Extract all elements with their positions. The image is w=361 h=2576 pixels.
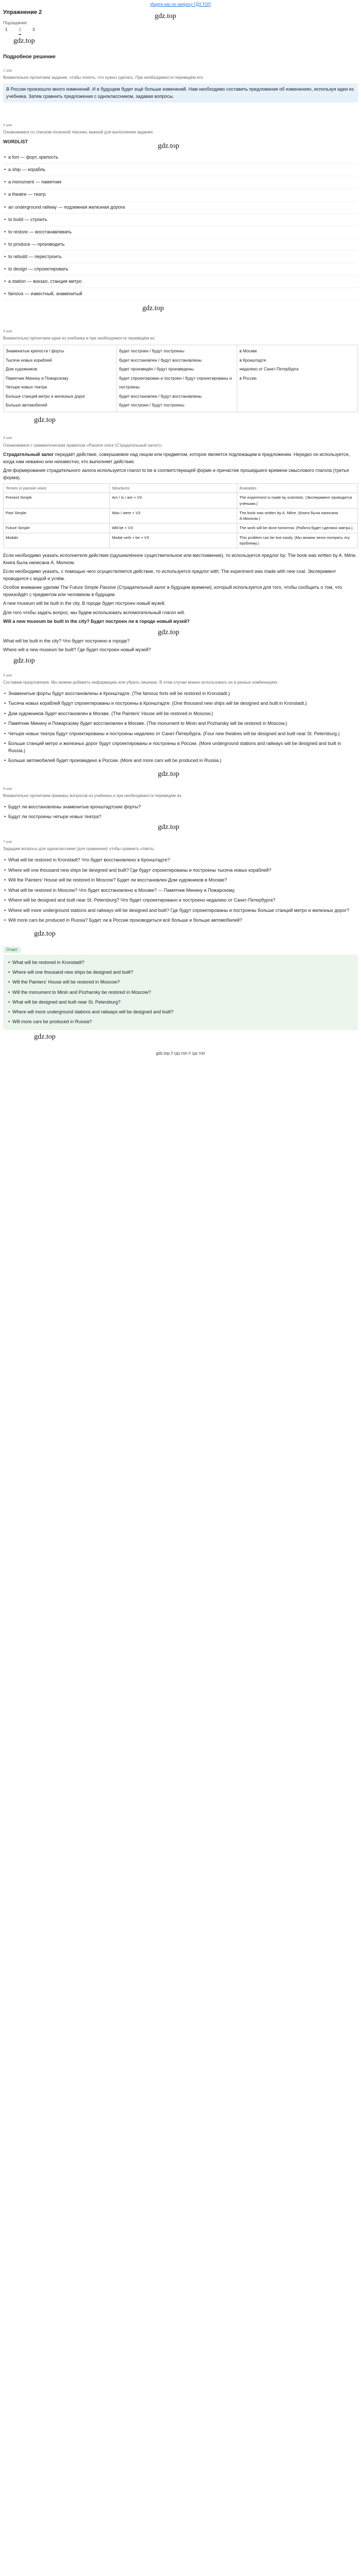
step-label: 1 шаг bbox=[3, 69, 12, 73]
table-cell: будет произведён / будут произведены bbox=[119, 367, 194, 372]
exercise-title: Упражнение 2 bbox=[3, 9, 42, 15]
table-cell: Modals bbox=[4, 533, 110, 548]
table-cell: Future Simple bbox=[4, 523, 110, 533]
table-cell: Am / is / are + V3 bbox=[110, 493, 237, 509]
table-row bbox=[4, 523, 358, 533]
column-header: Examples bbox=[237, 484, 358, 493]
list-item: • What will be restored in Kronstadt? Что будет восстановлено в Кронштадте? bbox=[3, 855, 358, 866]
table-cell: The book was written by A. Milne. (Книга была написана А.Милном.) bbox=[237, 508, 358, 523]
paragraph: A new museum will be built in the city. В городе будет построен новый музей. bbox=[3, 601, 166, 606]
answer-box bbox=[3, 955, 358, 1029]
ideas-col-subjects bbox=[4, 345, 117, 412]
column-header: Tenses in passive voice bbox=[4, 484, 110, 493]
table-row bbox=[4, 533, 358, 548]
table-cell: будет построен / будут построены bbox=[119, 348, 185, 353]
list-item: • What will be restored in Kronstadt? bbox=[7, 958, 354, 968]
list-item: • a fort — форт, крепость bbox=[3, 151, 358, 164]
list-item: • Будут ли восстановлены знаменитые кронштадтские форты? bbox=[3, 802, 358, 812]
grammar-table bbox=[3, 483, 358, 548]
table-header bbox=[4, 484, 358, 493]
watermark: gdz.top bbox=[158, 628, 179, 636]
sentences-list bbox=[3, 689, 358, 766]
list-item: • Will more cars be produced in Russia? bbox=[7, 1017, 354, 1027]
examples-list bbox=[3, 802, 358, 822]
table-cell: Больше станций метро и железных дорог bbox=[6, 394, 86, 399]
watermark: gdz.top bbox=[158, 142, 179, 150]
paragraph: Если необходимо указать исполнителя действия (одушевлённое существительное или местоимение), то используется предлог by: The book was written by A. Milne. Книга была написана А. Милном. bbox=[3, 553, 357, 565]
questions-list bbox=[3, 855, 358, 926]
table-cell: в Кронштадте bbox=[239, 358, 266, 363]
top-search-link[interactable]: Ищете нас по запросу ГДЗ ТОП bbox=[150, 2, 211, 7]
table-cell: Present Simple bbox=[4, 493, 110, 509]
list-item: • Will the monument to Minin and Pozharsky be restored in Moscow? bbox=[7, 988, 354, 997]
list-item: • What will be designed and built near St. Petersburg? bbox=[7, 997, 354, 1007]
table-cell: This problem can be lost easily. (Мы можем легко потерять эту проблему.) bbox=[237, 533, 358, 548]
table-cell: Четыре новых театра bbox=[6, 385, 47, 390]
list-item: • a monument — памятник bbox=[3, 176, 358, 189]
watermark: gdz.top bbox=[13, 37, 35, 45]
list-item: • Тысяча новых кораблей будут спроектированы и построены в Кронштадте. (One thousand new ships will be designed and built in Kronstadt.) bbox=[3, 699, 358, 709]
watermark: gdz.top bbox=[34, 416, 56, 425]
table-cell: недалеко от Санкт-Петербурга bbox=[239, 367, 299, 372]
table-row bbox=[4, 493, 358, 509]
watermark: gdz.top bbox=[155, 12, 176, 20]
list-item: • Знаменитые форты будут восстановлены в Кронштадте. (The famous forts will be restored in Kronstadt.) bbox=[3, 689, 358, 699]
list-item: • Будут ли построены четыре новых театра? bbox=[3, 812, 358, 822]
list-item: • Четыре новых театра будут спроектированы и построены недалеко от Санкт-Петербурга. (Four new theatres will be designed and built near St. Petersburg.) bbox=[3, 729, 358, 739]
watermark: gdz.top bbox=[34, 1032, 56, 1041]
subtasks-label: Подзадания: bbox=[3, 20, 28, 25]
list-item: • What will be restored in Moscow? Что будет восстановлено в Москве? — Памятник Минину и Пожарскому. bbox=[3, 886, 358, 896]
paragraph: Особое внимание уделим The Future Simple Passive (Страдательный залог в будущем времени), который используется для того, чтобы сообщить о том, что произойдёт с предметом или человеком в будущем. bbox=[3, 585, 342, 597]
table-cell: будет построен / будут построены bbox=[119, 403, 185, 408]
table-cell: будет восстановлен / будут восстановлены bbox=[119, 394, 202, 399]
ideas-col-places bbox=[237, 345, 358, 412]
list-item: • Where will more underground stations and railways will be designed and built? Где будут спроектированы и построены больше станций метро и железных дорог? bbox=[3, 906, 358, 916]
wordlist-title: WORDLIST bbox=[3, 139, 28, 144]
watermark: gdz.top bbox=[158, 770, 179, 778]
table-cell: в России bbox=[239, 376, 257, 381]
column-header: Structures bbox=[110, 484, 237, 493]
table-cell: в Москве bbox=[239, 348, 257, 353]
table-cell: Will be + V3 bbox=[110, 523, 237, 533]
paragraph: Для того чтобы задать вопрос, мы будем использовать вспомогательный глагол will. bbox=[3, 609, 185, 615]
table-cell: The work will be done tomorrow. (Работа будет сделана завтра.) bbox=[237, 523, 358, 533]
watermark: gdz.top bbox=[13, 656, 35, 665]
task-translation bbox=[3, 83, 358, 103]
paragraph: Where will a new museum be built? Где будет построен новый музей? bbox=[3, 647, 151, 653]
term: Страдательный залог bbox=[3, 452, 54, 457]
paragraph: В России произошло много изменений. И в будущем будет ещё больше изменений. Нам необходимо составить предложения об изменениях, используя идеи из учебника. Затем сравнить предложения с одноклассником, задавая вопросы. bbox=[6, 87, 354, 99]
text: передаёт действие, совершаемое над лицом или предметом, которое является подлежащим в предложении. Нередко он используется, когда нам неважно или неизвестно, кто выполняет действие. bbox=[3, 452, 350, 464]
list-item: • Памятник Минину и Пожарскому будет восстановлен в Москве. (The monument to Minin and Pozharsky will be restored in Moscow.) bbox=[3, 719, 358, 729]
subtask-tabs bbox=[3, 27, 358, 35]
table-cell: будет спроектирован и построен / будут спроектированы и построены bbox=[119, 376, 232, 390]
list-item: • to rebuild — перестроить bbox=[3, 251, 358, 263]
table-cell: Больше автомобилей bbox=[6, 403, 47, 408]
step-label: 5 шаг bbox=[3, 674, 12, 678]
table-cell: Тысяча новых кораблей bbox=[6, 358, 52, 363]
list-item: • Больше станций метро и железных дорог будут спроектированы и построены в России. (More underground stations and railways will be designed and built in Russia.) bbox=[3, 739, 358, 756]
ideas-table bbox=[3, 345, 358, 412]
list-item: • Will the Painters' House will be restored in Moscow? Будет ли восстановлен Дом художников в Москве? bbox=[3, 875, 358, 886]
table-cell: Памятник Минину и Пожарскому bbox=[6, 376, 69, 381]
list-item: • to build — строить bbox=[3, 214, 358, 226]
tab-3[interactable]: 3 bbox=[32, 27, 35, 32]
table-row bbox=[4, 508, 358, 523]
table-cell: Дом художников bbox=[6, 367, 37, 372]
table-cell: Modal verb + be + V3 bbox=[110, 533, 237, 548]
tab-2[interactable]: 2 bbox=[19, 27, 21, 35]
ideas-col-verbs bbox=[117, 345, 237, 412]
watermark: gdz.top bbox=[142, 304, 164, 312]
list-item: • Where will one thousand new ships be designed and built? bbox=[7, 968, 354, 977]
list-item: • to produce — производить bbox=[3, 239, 358, 251]
table-cell: Знаменитые крепости / форты bbox=[6, 348, 64, 353]
list-item: • Where will be designed and built near St. Petersburg? Что будет спроектировано и построено недалеко от Санкт-Петербурга? bbox=[3, 895, 358, 906]
step-label: 3 шаг bbox=[3, 330, 12, 334]
list-item: • a ship — корабль bbox=[3, 164, 358, 176]
list-item: • Will the Painters' House will be restored in Moscow? bbox=[7, 977, 354, 987]
step-note: Составим предложения. Мы можем добавить информацию или убрать лишнюю. В этом случае можно использовать их в разных комбинациях. bbox=[3, 680, 278, 685]
step-note: Внимательно прочитаем примеры вопросов из учебника и при необходимости переведём их. bbox=[3, 793, 183, 799]
table-cell: Past Simple bbox=[4, 508, 110, 523]
solution-title: Подробное решение bbox=[3, 54, 56, 60]
answer-label: Ответ bbox=[3, 946, 21, 954]
tab-1[interactable]: 1 bbox=[5, 27, 8, 32]
list-item: • Where will one thousand new ships be designed and built? Где будут спроектированы и построены тысяча новых кораблей? bbox=[3, 866, 358, 876]
step-note: Ознакомимся со списком полезной лексики, важной для выполнения задания. bbox=[3, 130, 154, 135]
watermark: gdz.top bbox=[158, 823, 179, 831]
list-item: • a station — вокзал, станция метро bbox=[3, 276, 358, 288]
list-item: • an underground railway — подземная железная дорога bbox=[3, 201, 358, 214]
step-label: 7 шаг bbox=[3, 840, 12, 844]
list-item: • Will more cars be produced in Russia? Будет ли в России производиться всё больше и больше автомобилей? bbox=[3, 916, 358, 926]
list-item: • a theatre — театр bbox=[3, 189, 358, 201]
step-note: Внимательно прочитаем идеи из учебника и при необходимости переведём их. bbox=[3, 336, 156, 341]
watermark: gdz.top bbox=[34, 929, 56, 938]
table-cell: Was / were + V3 bbox=[110, 508, 237, 523]
step-label: 6 шаг bbox=[3, 787, 12, 791]
step-label: 2 шаг bbox=[3, 124, 12, 128]
paragraph bbox=[3, 451, 358, 465]
step-label: 4 шаг bbox=[3, 436, 12, 440]
wordlist bbox=[3, 151, 358, 300]
table-cell: The experiment is made by scientists. (Эксперимент проводится учёными.) bbox=[237, 493, 358, 509]
list-item: • to design — спроектировать bbox=[3, 263, 358, 276]
list-item: • Дом художников будет восстановлен в Москве. (The Painters' House will be restored in Moscow.) bbox=[3, 709, 358, 719]
paragraph: Если необходимо указать, с помощью чего осуществляется действие, то используется предлог with: The experiment was made with new coal. Эксперимент проводился с водой и углём. bbox=[3, 569, 336, 581]
list-item: • famous — известный, знаменитый bbox=[3, 288, 358, 300]
table-cell: будет восстановлен / будут восстановлены bbox=[119, 358, 202, 363]
paragraph: Will a new museum be built in the city? Будет построен ли в городе новый музей? bbox=[3, 619, 190, 624]
list-item: • Больше автомобилей будет произведено в России. (More and more cars will be produced in Russia.) bbox=[3, 756, 358, 766]
paragraph: Для формирования страдательного залога используется глагол to be в соответствующей форме и причастие прошедшего времени смыслового глагола (третья форма). bbox=[3, 468, 349, 480]
step-note: Зададим вопросы для однокласснике (для сравнения) чтобы сравнить ответы. bbox=[3, 846, 155, 852]
list-item: • Where will more underground stations and railways will be designed and built? bbox=[7, 1007, 354, 1017]
footer: gdz.top // гдз.топ // гдз топ bbox=[156, 1051, 205, 1056]
step-note: Внимательно прочитаем задание, чтобы понять, что нужно сделать. При необходимости переведём его. bbox=[3, 75, 204, 80]
paragraph: What will be built in the city? Что будет построено в городе? bbox=[3, 638, 130, 643]
list-item: • to restore — восстанавливать bbox=[3, 226, 358, 239]
step-note: Ознакомимся с грамматическим правилом «Passive voice (Страдательный залог)». bbox=[3, 443, 163, 448]
